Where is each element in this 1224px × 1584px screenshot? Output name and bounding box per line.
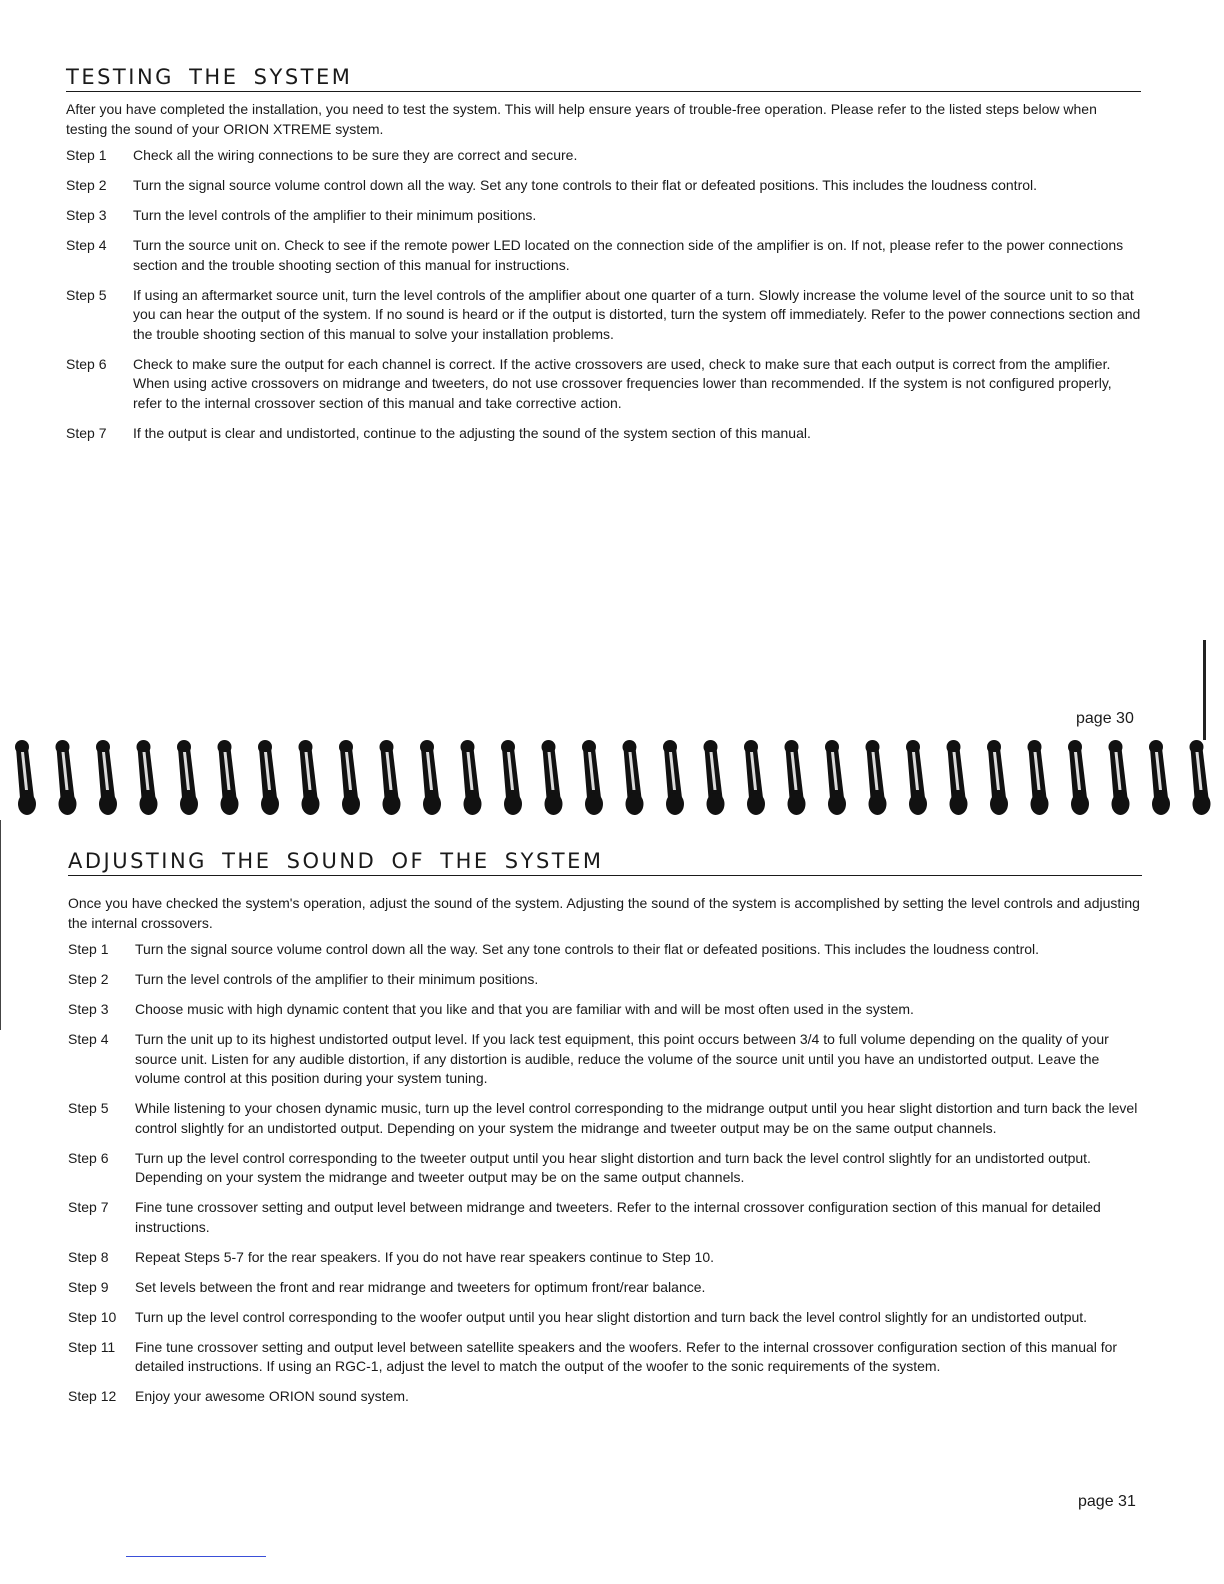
binding-coil xyxy=(825,740,846,815)
page-number-30: page 30 xyxy=(1076,710,1134,727)
step-text: If the output is clear and undistorted, continue to the adjusting the sound of the system section of this manual. xyxy=(133,424,811,441)
binding-coil xyxy=(906,740,927,815)
step-text: While listening to your chosen dynamic music, turn up the level control corresponding to the midrange output until you hear slight distortion and turn back the level control slightly for an undistorted output. Depending on your system the midrange and tweeter output may be on the same output channels. xyxy=(135,1100,1138,1136)
step-label: Step 4 xyxy=(68,1031,109,1047)
step-label: Step 8 xyxy=(68,1248,109,1265)
binding-coil xyxy=(339,740,360,815)
binding-coil xyxy=(15,740,36,815)
step-item xyxy=(66,146,1141,166)
binding-coil xyxy=(218,740,239,815)
step-item xyxy=(68,1387,1142,1407)
step-text: Set levels between the front and rear midrange and tweeters for optimum front/rear balance. xyxy=(135,1278,706,1295)
step-label: Step 4 xyxy=(66,237,107,253)
step-item xyxy=(68,1099,1142,1138)
step-item xyxy=(66,286,1141,345)
step-label: Step 5 xyxy=(66,286,107,303)
binding-coil xyxy=(704,740,725,815)
step-item xyxy=(68,1198,1142,1237)
step-text: Check all the wiring connections to be sure they are correct and secure. xyxy=(133,147,578,163)
step-text: Turn the level controls of the amplifier to their minimum positions. xyxy=(133,207,537,223)
step-label: Step 9 xyxy=(68,1278,109,1295)
page-edge-right xyxy=(1203,640,1206,740)
spiral-binding xyxy=(0,738,1224,820)
binding-coil xyxy=(866,740,887,815)
step-text: Turn the source unit on. Check to see if the remote power LED located on the connection side of the amplifier is on. If not, please refer to the power connections section and the trouble shooting section of this manual for instructions. xyxy=(133,237,1124,273)
intro-paragraph: After you have completed the installation, you need to test the system. This will help ensure years of trouble-free operation. Please refer to the listed steps below when testing the sound of your ORION XTREME system. xyxy=(66,101,1097,137)
step-label: Step 10 xyxy=(68,1308,117,1325)
binding-coil xyxy=(744,740,765,815)
binding-coil xyxy=(542,740,563,815)
binding-coil xyxy=(1190,740,1211,815)
step-text: Turn the unit up to its highest undistorted output level. If you lack test equipment, this point occurs between 3/4 to full volume depending on the quality of your source unit. Listen for any audible distortion, if any distortion is audible, reduce the volume of the source unit until you have an undistorted output. Leave the volume control at this position during your system tuning. xyxy=(135,1031,1109,1086)
step-item xyxy=(66,236,1141,275)
step-label: Step 3 xyxy=(68,1001,109,1017)
step-label: Step 1 xyxy=(68,941,109,957)
page-31-section xyxy=(68,848,1142,1417)
step-item xyxy=(68,1278,1142,1298)
step-label: Step 6 xyxy=(66,355,107,372)
step-item xyxy=(68,940,1142,960)
binding-coil xyxy=(947,740,968,815)
page-30-section xyxy=(66,64,1141,454)
binding-coil xyxy=(380,740,401,815)
steps-list xyxy=(68,940,1142,1407)
step-item xyxy=(68,1149,1142,1188)
step-label: Step 6 xyxy=(68,1149,109,1166)
step-text: Turn up the level control corresponding to the woofer output until you hear slight distortion and turn back the level control slightly for an undistorted output. xyxy=(135,1308,1088,1325)
step-item xyxy=(68,1338,1142,1377)
binding-coil xyxy=(461,740,482,815)
step-item xyxy=(66,355,1141,414)
step-item xyxy=(66,206,1141,226)
step-text: Fine tune crossover setting and output level between satellite speakers and the woofers. Refer to the internal crossover configuration section of this manual for detailed instructions. If using an RGC-1, adjust the level to match the output of the woofer to the sonic requirements of the system. xyxy=(135,1338,1118,1374)
step-label: Step 5 xyxy=(68,1100,109,1116)
step-text: Check to make sure the output for each channel is correct. If the active crossovers are used, check to make sure that each output is correct from the amplifier. When using active crossovers on midrange and tweeters, do not use crossover frequencies lower than recommended. If the system is not configured properly, refer to the internal crossover section of this manual and take corrective action. xyxy=(133,355,1112,411)
bottom-rule xyxy=(126,1556,266,1557)
binding-coil xyxy=(1109,740,1130,815)
step-text: Turn the signal source volume control down all the way. Set any tone controls to their flat or defeated positions. This includes the loudness control. xyxy=(135,941,1040,957)
step-text: Turn the signal source volume control down all the way. Set any tone controls to their flat or defeated positions. This includes the loudness control. xyxy=(133,177,1038,193)
binding-coil xyxy=(96,740,117,815)
step-label: Step 2 xyxy=(68,971,109,987)
binding-coil xyxy=(137,740,158,815)
binding-coil xyxy=(1068,740,1089,815)
binding-coil xyxy=(1028,740,1049,815)
step-label: Step 1 xyxy=(66,147,107,163)
binding-coil xyxy=(258,740,279,815)
step-item xyxy=(68,1030,1142,1089)
page-number-31: page 31 xyxy=(1078,1493,1136,1510)
step-text: Turn up the level control corresponding to the tweeter output until you hear slight distortion and turn back the level control slightly for an undistorted output. Depending on your system the midrange and tweeter output may be on the same output channels. xyxy=(135,1149,1091,1185)
binding-coil xyxy=(785,740,806,815)
intro-paragraph: Once you have checked the system's operation, adjust the sound of the system. Adjusting the sound of the system is accomplished by setting the level controls and adjusting the internal crossovers. xyxy=(68,895,1140,931)
step-item xyxy=(68,970,1142,990)
section-heading-adjusting: ADJUSTING THE SOUND OF THE SYSTEM xyxy=(68,848,1142,876)
page-edge-line xyxy=(0,820,1,1030)
step-label: Step 12 xyxy=(68,1388,117,1404)
step-label: Step 11 xyxy=(68,1338,116,1355)
step-text: If using an aftermarket source unit, turn the level controls of the amplifier about one quarter of a turn. Slowly increase the volume level of the source unit to so that you can hear the output of the system. If no sound is heard or if the output is distorted, turn the system off immediately. Refer to the power connections section and the trouble shooting section of this manual to solve your installation problems. xyxy=(133,286,1141,342)
step-text: Fine tune crossover setting and output level between midrange and tweeters. Refer to the internal crossover configuration section of this manual for detailed instructions. xyxy=(135,1199,1101,1235)
binding-coil xyxy=(582,740,603,815)
binding-coil xyxy=(663,740,684,815)
binding-coil xyxy=(623,740,644,815)
binding-coil xyxy=(177,740,198,815)
step-label: Step 7 xyxy=(66,424,107,441)
step-item xyxy=(68,1248,1142,1268)
step-item xyxy=(66,176,1141,196)
step-item xyxy=(68,1308,1142,1328)
binding-coil xyxy=(1149,740,1170,815)
step-label: Step 2 xyxy=(66,177,107,193)
binding-coil xyxy=(299,740,320,815)
steps-list xyxy=(66,146,1141,443)
step-text: Enjoy your awesome ORION sound system. xyxy=(135,1388,409,1404)
binding-coil xyxy=(987,740,1008,815)
section-heading-testing: TESTING THE SYSTEM xyxy=(66,64,1141,92)
step-item xyxy=(68,1000,1142,1020)
binding-coil xyxy=(501,740,522,815)
step-text: Turn the level controls of the amplifier to their minimum positions. xyxy=(135,971,539,987)
step-item xyxy=(66,424,1141,444)
step-text: Choose music with high dynamic content that you like and that you are familiar with and will be most often used in the system. xyxy=(135,1001,914,1017)
binding-coil xyxy=(56,740,77,815)
step-text: Repeat Steps 5-7 for the rear speakers. If you do not have rear speakers continue to Step 10. xyxy=(135,1248,715,1265)
binding-coil xyxy=(420,740,441,815)
step-label: Step 7 xyxy=(68,1199,109,1215)
step-label: Step 3 xyxy=(66,207,107,223)
